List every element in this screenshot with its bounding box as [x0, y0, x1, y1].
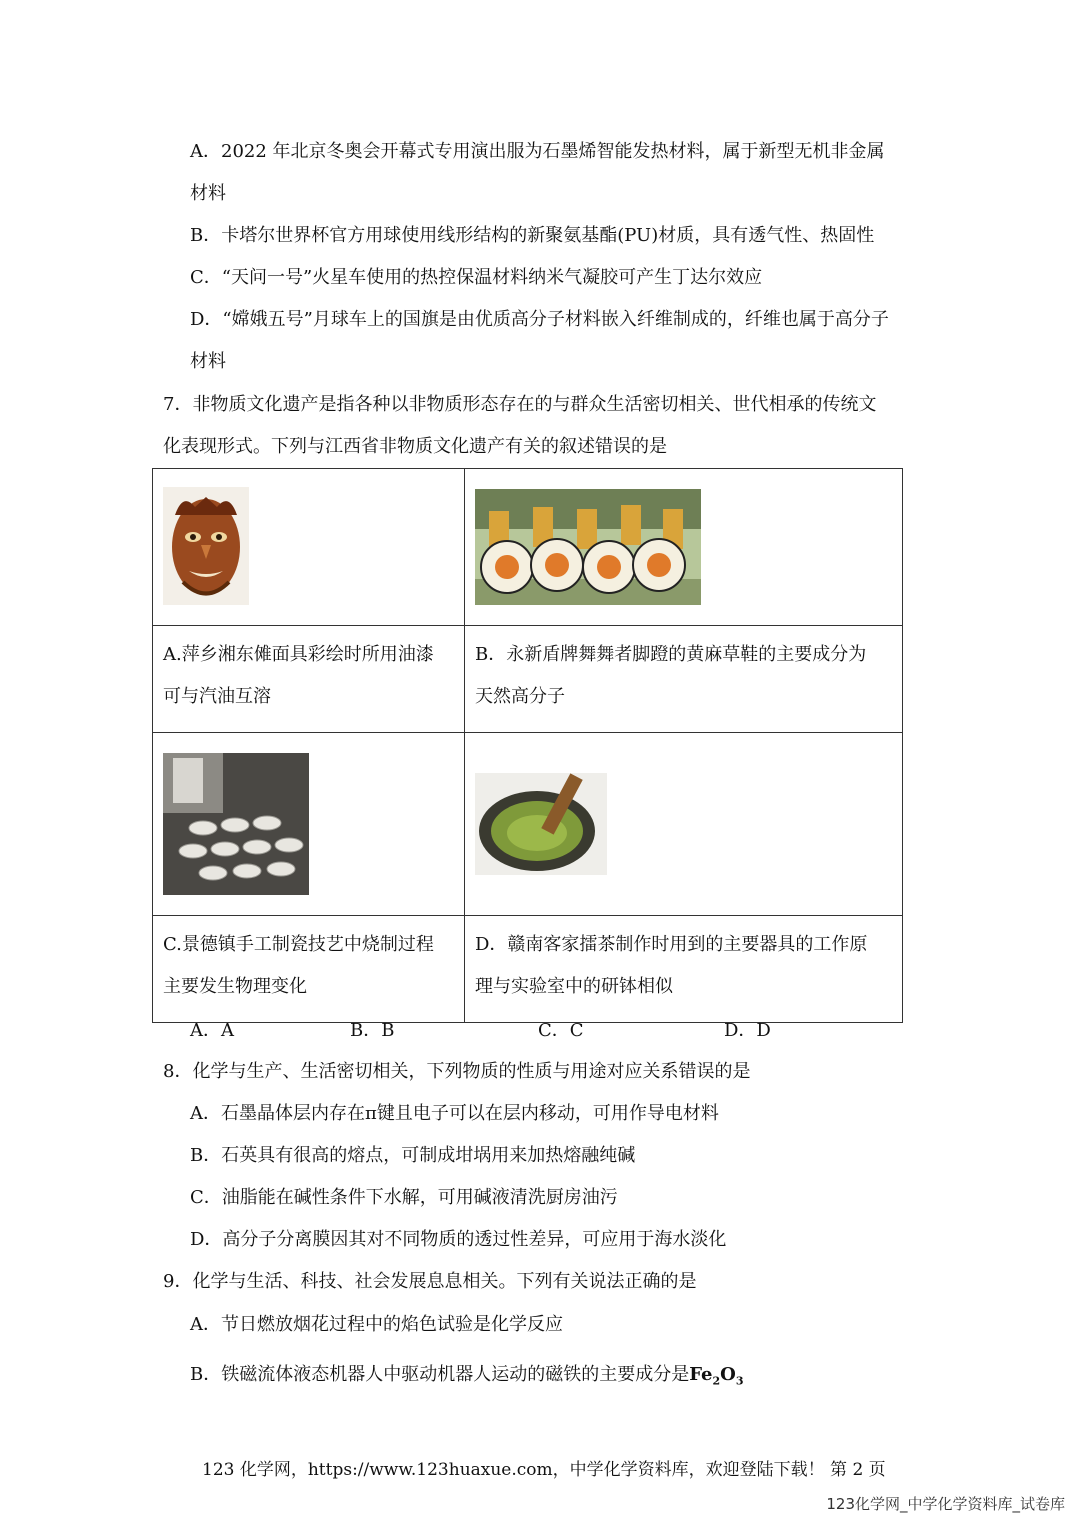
q9-option-b-text: B．铁磁流体液态机器人中驱动机器人运动的磁铁的主要成分是 [190, 1364, 690, 1385]
site-watermark: 123化学网_中学化学资料库_试卷库 [826, 1495, 1065, 1513]
formula-fe: Fe [689, 1364, 713, 1385]
grinding-bowl-image [475, 773, 607, 875]
q6-option-a: A．2022 年北京冬奥会开幕式专用演出服为石墨烯智能发热材料，属于新型无机非金属 [190, 141, 885, 162]
q7-stem: 7．非物质文化遗产是指各种以非物质形态存在的与群众生活密切相关、世代相承的传统文 [163, 394, 877, 415]
option-c-text-cont: 主要发生物理变化 [163, 976, 307, 997]
option-d-text-cont: 理与实验室中的研钵相似 [475, 976, 673, 997]
page-footer: 123 化学网，https://www.123huaxue.com，中学化学资料库，欢迎登陆下载！ 第 2 页 [202, 1460, 886, 1480]
nuo-mask-image [163, 487, 249, 605]
q9-stem: 9．化学与生活、科技、社会发展息息相关。下列有关说法正确的是 [163, 1271, 697, 1292]
option-d-text: D．赣南客家擂茶制作时用到的主要器具的工作原 [475, 934, 868, 955]
cell-text-d [465, 916, 903, 1023]
option-a-text: A.萍乡湘东傩面具彩绘时所用油漆 [163, 644, 434, 665]
q6-option-d: D．“嫦娥五号”月球车上的国旗是由优质高分子材料嵌入纤维制成的，纤维也属于高分子 [190, 309, 889, 330]
q6-option-a-cont: 材料 [190, 183, 226, 204]
q8-stem: 8．化学与生产、生活密切相关，下列物质的性质与用途对应关系错误的是 [163, 1061, 751, 1082]
cell-image-c [153, 733, 465, 916]
option-b-text: B．永新盾牌舞舞者脚蹬的黄麻草鞋的主要成分为 [475, 644, 867, 665]
formula-o: O [720, 1364, 736, 1385]
shield-dance-image [475, 489, 701, 605]
porcelain-workshop-image [163, 753, 309, 895]
q8-option-c: C．油脂能在碱性条件下水解，可用碱液清洗厨房油污 [190, 1187, 618, 1208]
q8-option-a: A．石墨晶体层内存在π键且电子可以在层内移动，可用作导电材料 [190, 1103, 719, 1124]
cell-text-b [465, 626, 903, 733]
iron-oxide-formula [689, 1364, 744, 1388]
q9-option-a: A．节日燃放烟花过程中的焰色试验是化学反应 [190, 1314, 563, 1335]
option-c-text: C.景德镇手工制瓷技艺中烧制过程 [163, 934, 434, 955]
q9-option-b [190, 1362, 743, 1395]
cell-text-c [153, 916, 465, 1023]
cell-image-b [465, 469, 903, 626]
q8-option-b: B．石英具有很高的熔点，可制成坩埚用来加热熔融纯碱 [190, 1145, 636, 1166]
cell-image-d [465, 733, 903, 916]
formula-fe-sub: 2 [712, 1374, 721, 1388]
option-a-text-cont: 可与汽油互溶 [163, 686, 271, 707]
q7-answer-d: D．D [724, 1020, 771, 1041]
q7-answer-a: A．A [190, 1020, 234, 1041]
q7-image-table [152, 468, 903, 1023]
cell-image-a [153, 469, 465, 626]
q6-option-d-cont: 材料 [190, 351, 226, 372]
q7-stem-cont: 化表现形式。下列与江西省非物质文化遗产有关的叙述错误的是 [163, 436, 667, 457]
option-b-text-cont: 天然高分子 [475, 686, 565, 707]
formula-o-sub: 3 [735, 1374, 744, 1388]
q7-answer-c: C．C [538, 1020, 584, 1041]
cell-text-a [153, 626, 465, 733]
q6-option-b: B．卡塔尔世界杯官方用球使用线形结构的新聚氨基酯(PU)材质，具有透气性、热固性 [190, 225, 875, 246]
q8-option-d: D．高分子分离膜因其对不同物质的透过性差异，可应用于海水淡化 [190, 1229, 727, 1250]
q7-answer-b: B．B [350, 1020, 395, 1041]
q6-option-c: C．“天问一号”火星车使用的热控保温材料纳米气凝胶可产生丁达尔效应 [190, 267, 763, 288]
